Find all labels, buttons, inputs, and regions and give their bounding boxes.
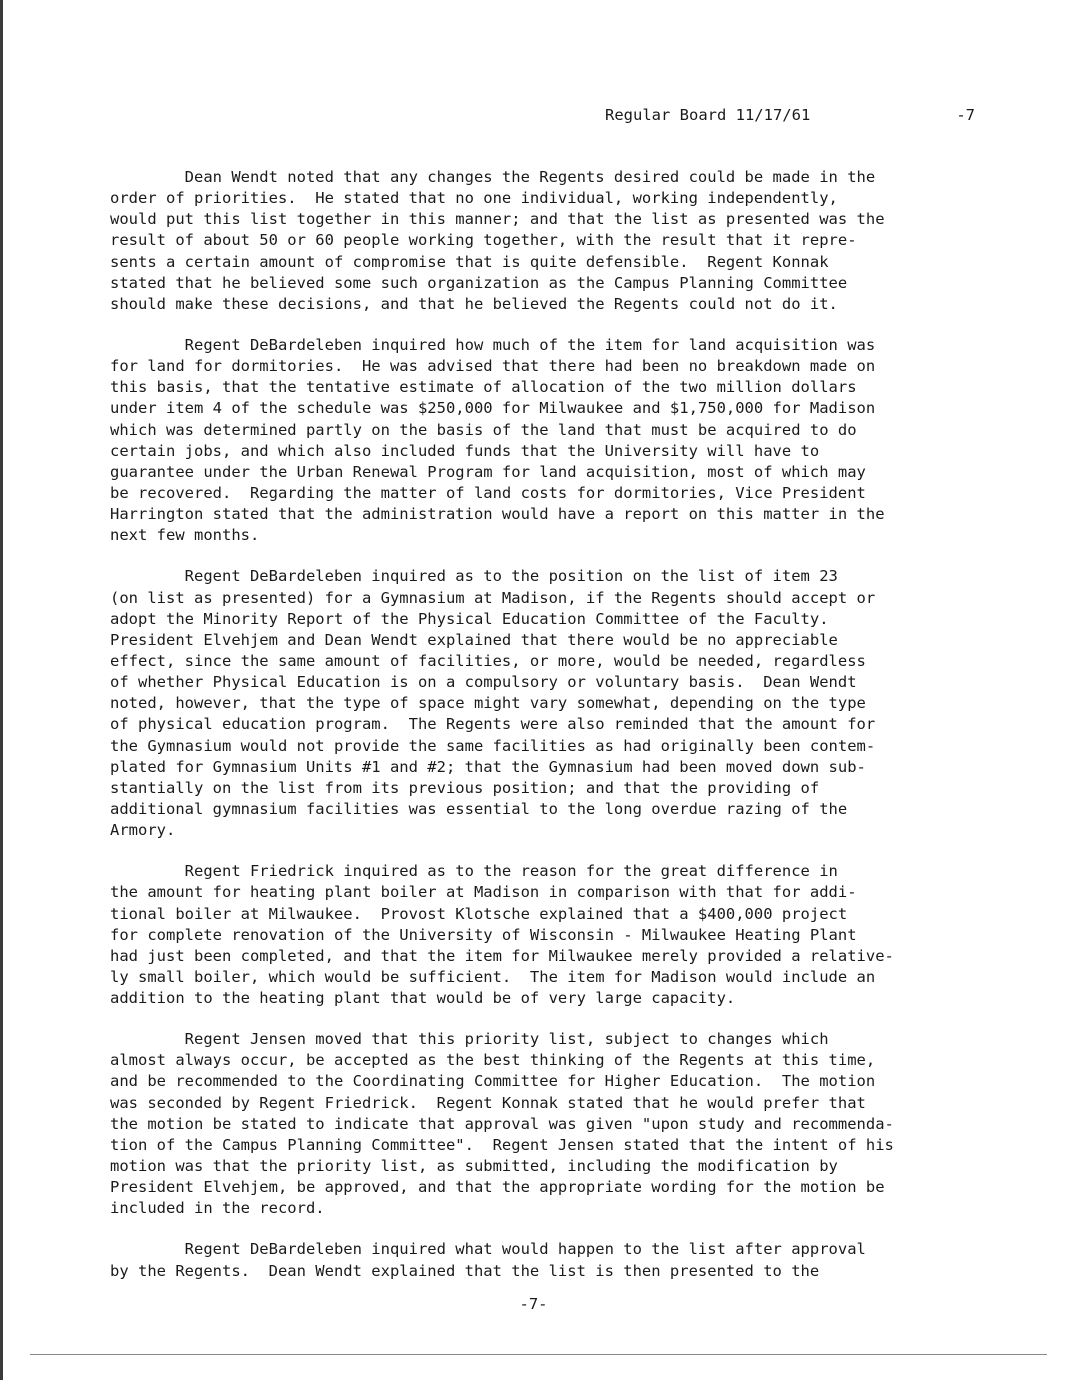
text-line: stated that he believed some such organization as the Campus Planning Committee [110,273,848,292]
text-line: which was determined partly on the basis of the land that must be acquired to do [110,420,857,439]
text-line: for complete renovation of the University of Wisconsin - Milwaukee Heating Plant [110,925,857,944]
text-line: President Elvehjem and Dean Wendt explained that there would be no appreciable [110,630,838,649]
header-page-number: -7 [956,106,975,124]
footer-page-number: -7- [519,1295,548,1313]
text-line: certain jobs, and which also included funds that the University will have to [110,441,820,460]
text-line: the Gymnasium would not provide the same facilities as had originally been contem- [110,736,876,755]
text-line: noted, however, that the type of space might vary somewhat, depending on the type [110,694,866,713]
text-line: result of about 50 or 60 people working together, with the result that it repre- [110,231,857,250]
text-line: ly small boiler, which would be sufficient. The item for Madison would include an [110,967,876,986]
text-line: included in the record. [110,1199,325,1218]
text-line: by the Regents. Dean Wendt explained that the list is then presented to the [110,1261,820,1280]
paragraph [110,167,990,315]
text-line: additional gymnasium facilities was essential to the long overdue razing of the [110,799,848,818]
page-left-edge [0,0,3,1380]
paragraph [110,1239,990,1281]
text-line: be recovered. Regarding the matter of land costs for dormitories, Vice President [110,483,866,502]
text-line: almost always occur, be accepted as the best thinking of the Regents at this time, [110,1051,876,1070]
text-line: plated for Gymnasium Units #1 and #2; that the Gymnasium had been moved down sub- [110,757,866,776]
text-line: adopt the Minority Report of the Physical Education Committee of the Faculty. [110,609,829,628]
text-line: addition to the heating plant that would be of very large capacity. [110,989,736,1008]
text-line: order of priorities. He stated that no one individual, working independently, [110,189,838,208]
text-line: tion of the Campus Planning Committee". Regent Jensen stated that the intent of his [110,1135,894,1154]
text-line: the amount for heating plant boiler at Madison in comparison with that for addi- [110,883,857,902]
paragraph [110,1029,990,1219]
text-line: next few months. [110,526,260,545]
text-line: had just been completed, and that the item for Milwaukee merely provided a relative- [110,946,894,965]
text-line: Regent DeBardeleben inquired how much of the item for land acquisition was [110,335,876,354]
text-line: (on list as presented) for a Gymnasium at Madison, if the Regents should accept or [110,588,876,607]
page-header [605,104,975,126]
text-line: should make these decisions, and that he believed the Regents could not do it. [110,294,838,313]
text-line: Armory. [110,821,176,840]
text-line: this basis, that the tentative estimate of allocation of the two million dollars [110,378,857,397]
text-line: effect, since the same amount of facilities, or more, would be needed, regardless [110,651,866,670]
text-line: motion was that the priority list, as submitted, including the modification by [110,1157,838,1176]
paragraph [110,861,990,1009]
text-line: guarantee under the Urban Renewal Program for land acquisition, most of which may [110,462,866,481]
text-line: Regent Friedrick inquired as to the reason for the great difference in [110,862,838,881]
text-line: and be recommended to the Coordinating Committee for Higher Education. The motion [110,1072,876,1091]
header-title: Regular Board 11/17/61 [605,106,811,124]
text-line: stantially on the list from its previous position; and that the providing of [110,778,820,797]
bottom-rule [30,1354,1047,1355]
text-line: would put this list together in this manner; and that the list as presented was the [110,210,885,229]
text-line: Harrington stated that the administration would have a report on this matter in the [110,505,885,524]
text-line: Regent DeBardeleben inquired what would happen to the list after approval [110,1240,866,1259]
document-body [110,167,990,1302]
paragraph [110,335,990,546]
text-line: President Elvehjem, be approved, and that the appropriate wording for the motion be [110,1178,885,1197]
text-line: was seconded by Regent Friedrick. Regent Konnak stated that he would prefer that [110,1093,866,1112]
text-line: of whether Physical Education is on a compulsory or voluntary basis. Dean Wendt [110,673,857,692]
text-line: the motion be stated to indicate that approval was given "upon study and recommenda- [110,1114,894,1133]
text-line: of physical education program. The Regents were also reminded that the amount for [110,715,876,734]
text-line: Dean Wendt noted that any changes the Regents desired could be made in the [110,168,876,186]
text-line: sents a certain amount of compromise that is quite defensible. Regent Konnak [110,252,829,271]
text-line: tional boiler at Milwaukee. Provost Klotsche explained that a $400,000 project [110,904,848,923]
text-line: under item 4 of the schedule was $250,000 for Milwaukee and $1,750,000 for Madison [110,399,876,418]
text-line: Regent DeBardeleben inquired as to the position on the list of item 23 [110,567,838,586]
paragraph [110,566,990,841]
text-line: Regent Jensen moved that this priority list, subject to changes which [110,1030,829,1049]
text-line: for land for dormitories. He was advised that there had been no breakdown made on [110,357,876,376]
